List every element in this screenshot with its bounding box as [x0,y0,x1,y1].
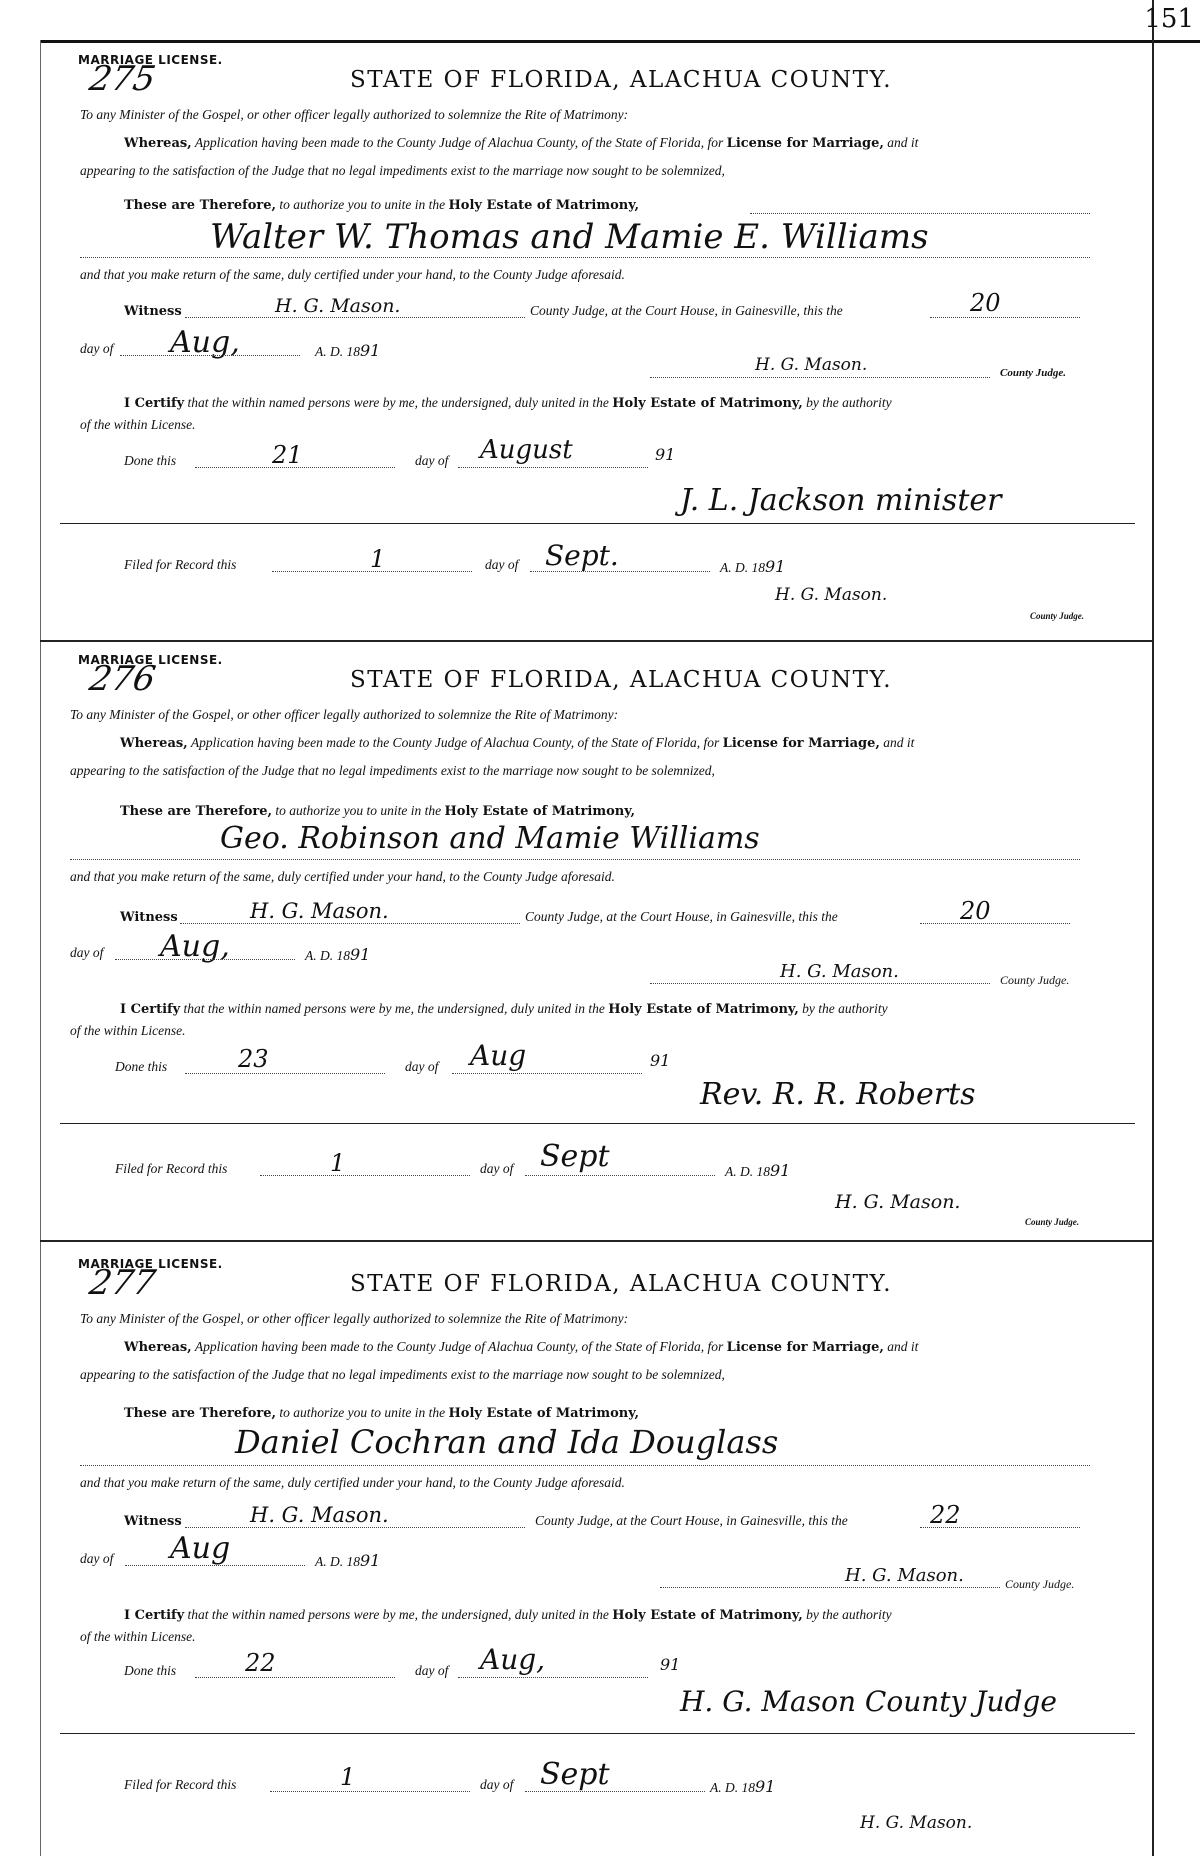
page-number: 151 [1144,4,1194,34]
witness-label: Witness [124,1514,182,1529]
filed-county-judge: County Judge. [1030,611,1085,621]
appearing-line: appearing to the satisfaction of the Judge that no legal impediments exist to the marriage now sought to be solemnized, [80,163,725,178]
license-title: STATE OF FLORIDA, ALACHUA COUNTY. [350,67,893,93]
done-day: 22 [245,1649,276,1677]
county-judge-label: County Judge. [1000,367,1067,379]
filed-month: Sept [540,1757,610,1792]
filed-month: Sept [540,1139,610,1174]
license-277: MARRIAGE LICENSE. 277 STATE OF FLORIDA, ALACHUA COUNTY. To any Minister of the Gospel, or other officer legally authorized to solemnize the Rite of Matrimony: Whereas, Application having been made to the County Judge of Alachua County, of the State of Florida, for License for Marriage, and it appearing to the satisfaction of the Judge that no legal impediments exist to the marriage now sought to be solemnized, These are Therefore, to authorize you to unite in the Holy Estate of Matrimony, Daniel Cochran and Ida Douglass and that you make return of the same, duly certified under your hand, to the County Judge aforesaid. Witness H. G. Mason. County Judge, at the Court House, in Gainesville, this the 22 day of Aug A. D. 1891 H. G. Mason. County Judge. I Certify that the within named persons were by me, the undersigned, duly united in the Holy Estate of Matrimony, by the authority of the within License. Done this 22 day of Aug, 91 H. G. Mason County Judge Filed for Record this 1 day of Sept A. D. 1891 H. G. Mason. [60,1245,1135,1835]
license-number: 276 [86,659,159,699]
witness-label: Witness [124,304,182,319]
done-day: 21 [272,441,303,469]
issue-day: 20 [970,289,1001,317]
issue-day: 22 [930,1501,961,1529]
done-year: 91 [660,1655,681,1674]
done-this-label: Done this [124,453,177,468]
done-day-of: day of [415,453,449,468]
license-276: MARRIAGE LICENSE. 276 STATE OF FLORIDA, ALACHUA COUNTY. To any Minister of the Gospel, or other officer legally authorized to solemnize the Rite of Matrimony: Whereas, Application having been made to the County Judge of Alachua County, of the State of Florida, for License for Marriage, and it appearing to the satisfaction of the Judge that no legal impediments exist to the marriage now sought to be solemnized, These are Therefore, to authorize you to unite in the Holy Estate of Matrimony, Geo. Robinson and Mamie Williams and that you make return of the same, duly certified under your hand, to the County Judge aforesaid. Witness H. G. Mason. County Judge, at the Court House, in Gainesville, this the 20 day of Aug, A. D. 1891 H. G. Mason. County Judge. I Certify that the within named persons were by me, the undersigned, duly united in the Holy Estate of Matrimony, by the authority of the within License. Done this 23 day of Aug 91 Rev. R. R. Roberts Filed for Record this 1 day of Sept A. D. 1891 H. G. Mason. County Judge. [60,645,1135,1235]
day-of-label: day of [70,945,104,960]
filed-signature: H. G. Mason. [775,585,888,605]
filed-day: 1 [340,1763,356,1791]
day-of-label: day of [80,341,114,356]
done-day-of: day of [415,1663,449,1678]
authorize-text: to authorize you to unite in the [279,197,446,212]
filed-signature: H. G. Mason. [860,1813,973,1833]
appearing-line: appearing to the satisfaction of the Judge that no legal impediments exist to the marriage now sought to be solemnized, [70,763,715,778]
officiant-signature: Rev. R. R. Roberts [700,1077,976,1112]
these-are-line [124,197,639,213]
filed-day: 1 [370,545,386,573]
issue-year: 91 [360,1551,381,1570]
certify-line: I Certify that the within named persons were by me, the undersigned, duly united in the Holy Estate of Matrimony, by the authority [124,1607,892,1623]
holy-estate: Holy Estate of Matrimony, [448,198,640,213]
appearing-line: appearing to the satisfaction of the Judge that no legal impediments exist to the marriage now sought to be solemnized, [80,1367,725,1382]
filed-day-of: day of [480,1161,514,1176]
ad-label: A. D. 1891 [305,945,371,964]
ad-label: A. D. 1891 [315,1551,381,1570]
county-judge-at: County Judge, at the Court House, in Gainesville, this the [525,909,838,924]
witness-name: H. G. Mason. [250,1503,389,1527]
these-are-line: These are Therefore, to authorize you to unite in the Holy Estate of Matrimony, [120,803,636,819]
filed-for-label: Filed for Record this [124,557,237,572]
ad-label: A. D. 1891 [315,341,381,360]
license-275: MARRIAGE LICENSE. 275 STATE OF FLORIDA, ALACHUA COUNTY. To any Minister of the Gospel, or other officer legally authorized to solemnize the Rite of Matrimony: Whereas, Application having been made to the County Judge of Alachua County, of the State of Florida, for License for Marriage, and it appearing to the satisfaction of the Judge that no legal impediments exist to the marriage now sought to be solemnized, These are Therefore, to authorize you to unite in the Holy Estate of Matrimony, Walter W. Thomas and Mamie E. Williams and that you make return of the same, duly certified under your hand, to the County Judge aforesaid. Witness H. G. Mason. County Judge, at the Court House, in Gainesville, this the 20 day of Aug, A. D. 1891 H. G. Mason. County Judge. I Certify that the within named persons were by me, the undersigned, duly united in the Holy Estate of Matrimony, by the authority of the within License. Done this 21 day of August 91 J. L. Jackson minister Filed for Record this 1 day of Sept. A. D. 1891 H. G. Mason. County Judge. [60,45,1135,635]
whereas-line: Whereas, Application having been made to the County Judge of Alachua County, of the State of Florida, for License for Marriage, and it [124,1339,919,1355]
done-day-of: day of [405,1059,439,1074]
issue-day: 20 [960,897,991,925]
within-license: of the within License. [80,1629,196,1644]
license-number: 275 [86,59,159,99]
judge-signature: H. G. Mason. [780,961,899,982]
whereas-word: Whereas, [124,136,192,151]
within-license: of the within License. [70,1023,186,1038]
county-judge-label: County Judge. [1000,973,1070,987]
county-judge-at: County Judge, at the Court House, in Gainesville, this the [535,1513,848,1528]
issue-month: Aug [170,1531,231,1566]
day-of-label: day of [80,1551,114,1566]
return-line: and that you make return of the same, duly certified under your hand, to the County Judge aforesaid. [80,1475,625,1490]
done-day: 23 [238,1045,269,1073]
done-month: Aug, [480,1643,546,1676]
these-are: These are Therefore, [124,198,277,213]
separator-1 [40,640,1154,642]
witness-name: H. G. Mason. [250,899,389,923]
separator-2 [40,1240,1154,1242]
certify-line: I Certify that the within named persons were by me, the undersigned, duly united in the Holy Estate of Matrimony, by the authority [120,1001,888,1017]
issue-year: 91 [360,341,381,360]
filed-month: Sept. [545,539,619,572]
done-this-label: Done this [115,1059,168,1074]
done-month: August [480,435,573,465]
county-judge-at: County Judge, at the Court House, in Gainesville, this the [530,303,843,318]
filed-for-label: Filed for Record this [115,1161,228,1176]
filed-day: 1 [330,1149,346,1177]
license-for-marriage: License for Marriage, [726,136,884,151]
address-line: To any Minister of the Gospel, or other officer legally authorized to solemnize the Rite of Matrimony: [70,707,619,722]
whereas-text: Application having been made to the County Judge of Alachua County, of the State of Florida, for [194,135,724,150]
license-header: MARRIAGE LICENSE. [78,1257,223,1271]
county-judge-label: County Judge. [1005,1577,1075,1591]
judge-signature: H. G. Mason. [845,1565,964,1586]
done-this-label: Done this [124,1663,177,1678]
done-year: 91 [650,1051,671,1070]
page-left-rule [40,40,41,1856]
filed-day-of: day of [480,1777,514,1792]
parties-names: Geo. Robinson and Mamie Williams [220,821,760,856]
witness-name: H. G. Mason. [275,295,401,317]
return-line: and that you make return of the same, duly certified under your hand, to the County Judge aforesaid. [70,869,615,884]
whereas-line [124,135,918,151]
filed-county-judge: County Judge. [1025,1217,1080,1227]
done-year: 91 [655,445,676,464]
within-license: of the within License. [80,417,196,432]
officiant-signature: H. G. Mason County Judge [680,1685,1057,1718]
filed-year: 91 [765,557,786,576]
license-header: MARRIAGE LICENSE. [78,53,223,67]
parties-names: Walter W. Thomas and Mamie E. Williams [210,217,929,257]
officiant-signature: J. L. Jackson minister [680,483,1002,518]
page-right-rule [1152,0,1154,1856]
certify-line: I Certify that the within named persons were by me, the undersigned, duly united in the Holy Estate of Matrimony, by the authority [124,395,892,411]
license-header: MARRIAGE LICENSE. [78,653,223,667]
address-line: To any Minister of the Gospel, or other officer legally authorized to solemnize the Rite of Matrimony: [80,1311,629,1326]
issue-month: Aug, [170,325,240,360]
filed-day-of: day of [485,557,519,572]
issue-month: Aug, [160,929,230,964]
page-top-rule [40,40,1200,43]
filed-signature: H. G. Mason. [835,1191,961,1213]
license-title: STATE OF FLORIDA, ALACHUA COUNTY. [350,1271,893,1297]
license-number: 277 [86,1263,159,1303]
these-are-line: These are Therefore, to authorize you to unite in the Holy Estate of Matrimony, [124,1405,640,1421]
whereas-line: Whereas, Application having been made to the County Judge of Alachua County, of the State of Florida, for License for Marriage, and it [120,735,915,751]
license-title: STATE OF FLORIDA, ALACHUA COUNTY. [350,667,893,693]
parties-names: Daniel Cochran and Ida Douglass [235,1423,779,1461]
done-month: Aug [470,1039,527,1072]
witness-label: Witness [120,910,178,925]
filed-year: 91 [755,1777,776,1796]
address-line: To any Minister of the Gospel, or other officer legally authorized to solemnize the Rite of Matrimony: [80,107,629,122]
judge-signature: H. G. Mason. [755,355,868,375]
filed-for-label: Filed for Record this [124,1777,237,1792]
filed-year: 91 [770,1161,791,1180]
return-line: and that you make return of the same, duly certified under your hand, to the County Judge aforesaid. [80,267,625,282]
issue-year: 91 [350,945,371,964]
and-it: and it [887,135,919,150]
